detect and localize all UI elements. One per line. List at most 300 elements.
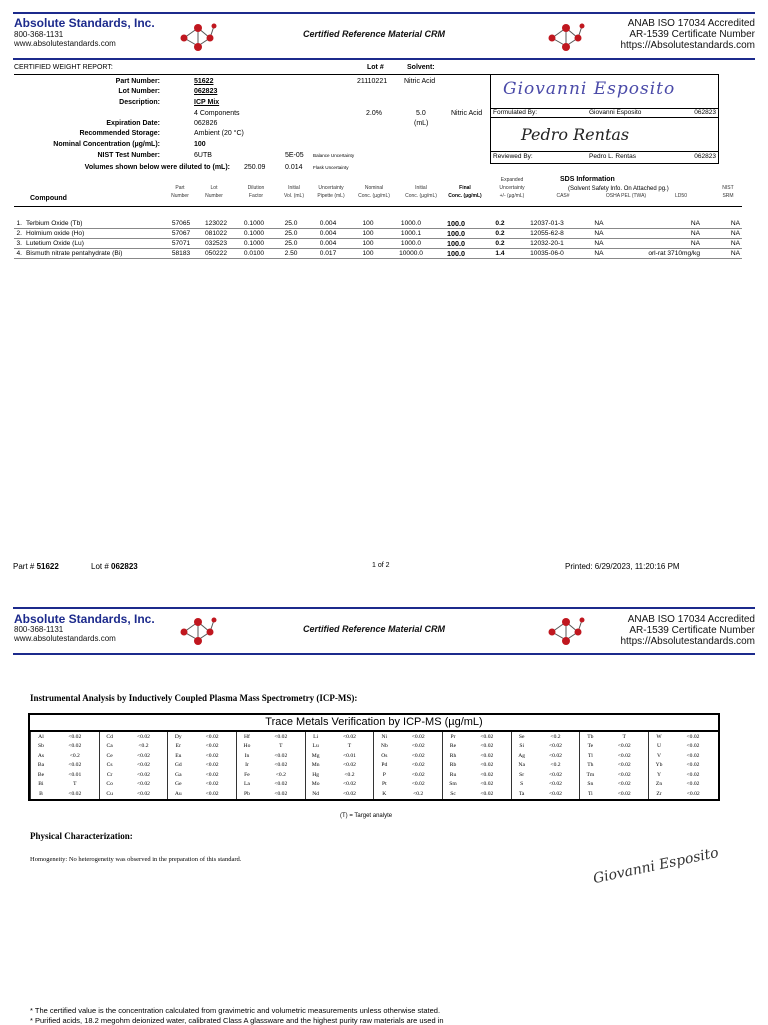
element-value: <0.02 bbox=[411, 762, 425, 769]
percent-value: 2.0% bbox=[366, 110, 382, 117]
element-value: <0.02 bbox=[274, 752, 288, 759]
element-symbol: Pb bbox=[237, 789, 257, 799]
element-value: <0.02 bbox=[68, 743, 82, 750]
footer-lot-value: 062823 bbox=[111, 562, 138, 571]
header-bottom-rule bbox=[13, 58, 755, 60]
col-ld50: LD50 bbox=[675, 193, 687, 199]
cell-osha: NA bbox=[594, 250, 604, 257]
element-symbol: K bbox=[374, 789, 394, 799]
element-symbol: Rb bbox=[443, 761, 463, 771]
cell-srm: NA bbox=[730, 230, 740, 237]
col-dilution: Dilution Factor bbox=[247, 185, 265, 199]
cell-final: 100.0 bbox=[447, 219, 465, 228]
cell-vol: 25.0 bbox=[284, 240, 298, 247]
element-symbol: Al bbox=[31, 732, 51, 742]
element-symbol: Sn bbox=[580, 780, 600, 790]
col-compound: Compound bbox=[30, 195, 67, 202]
accreditation-url[interactable]: https://Absolutestandards.com bbox=[620, 40, 755, 51]
cell-name: Terbium Oxide (Tb) bbox=[26, 220, 83, 227]
element-symbol: Cd bbox=[99, 732, 119, 742]
trace-metals-table bbox=[30, 732, 718, 799]
trace-row bbox=[31, 761, 718, 771]
element-value: <0.02 bbox=[549, 743, 562, 750]
element-value: <0.2 bbox=[413, 790, 424, 797]
physical-heading: Physical Characterization: bbox=[30, 831, 133, 841]
element-value: <0.02 bbox=[549, 771, 562, 778]
element-symbol: Te bbox=[580, 742, 600, 752]
cell-part: 57067 bbox=[171, 230, 191, 237]
cell-cas: 12055-62-8 bbox=[530, 230, 564, 237]
element-value: <0.02 bbox=[549, 781, 562, 788]
element-value: <0.02 bbox=[136, 790, 150, 797]
element-value: <0.02 bbox=[205, 733, 219, 740]
accreditation-block-p2 bbox=[620, 614, 755, 647]
table-row bbox=[14, 229, 742, 239]
element-symbol: Yb bbox=[649, 761, 669, 771]
element-value: <0.02 bbox=[343, 781, 356, 788]
component-table-header bbox=[14, 176, 742, 206]
element-value: <0.02 bbox=[617, 781, 631, 788]
lot-number-value: 062823 bbox=[194, 88, 218, 95]
element-value: T bbox=[73, 781, 77, 788]
signoff-box bbox=[490, 74, 719, 164]
element-symbol: Ir bbox=[237, 761, 257, 771]
homogeneity-text: Homogeneity: No heterogeneity was observed in the preparation of this standard. bbox=[30, 856, 242, 863]
storage-label: Recommended Storage: bbox=[79, 130, 160, 137]
cell-lot: 050222 bbox=[204, 250, 227, 257]
element-value: <0.02 bbox=[343, 762, 356, 769]
note-purified-acids: * Purified acids, 18.2 megohm deionized water, calibrated Class A glassware and the highest purity raw materials are used in bbox=[30, 1016, 444, 1025]
company-name-p2: Absolute Standards, Inc. bbox=[14, 612, 155, 626]
cell-nom: 100 bbox=[362, 230, 374, 237]
company-phone-p2: 800-368-1131 bbox=[14, 625, 64, 634]
element-value: <0.02 bbox=[68, 790, 82, 797]
certificate-number: AR-1539 Certificate Number bbox=[629, 29, 755, 40]
element-value: <0.02 bbox=[343, 790, 356, 797]
element-symbol: Tm bbox=[580, 770, 600, 780]
trace-row bbox=[31, 742, 718, 752]
element-symbol: Ca bbox=[99, 742, 119, 752]
cell-srm: NA bbox=[730, 220, 740, 227]
element-symbol: Pr bbox=[443, 732, 463, 742]
element-value: <0.02 bbox=[136, 762, 150, 769]
balance-uncertainty-label: Balance Uncertainty bbox=[313, 153, 355, 158]
cell-nom: 100 bbox=[362, 240, 374, 247]
trace-row bbox=[31, 751, 718, 761]
element-value: <0.02 bbox=[274, 790, 288, 797]
cell-cas: 12037-01-3 bbox=[530, 220, 564, 227]
element-symbol: Ru bbox=[443, 770, 463, 780]
element-symbol: As bbox=[31, 751, 51, 761]
description-label: Description: bbox=[119, 99, 160, 106]
reviewer-signature: Pedro Rentas bbox=[521, 125, 630, 144]
element-value: <0.02 bbox=[205, 781, 219, 788]
company-name: Absolute Standards, Inc. bbox=[14, 16, 155, 30]
reviewed-row bbox=[491, 151, 718, 163]
cell-final: 100.0 bbox=[447, 249, 465, 258]
cell-final: 100.0 bbox=[447, 229, 465, 238]
element-symbol: Eu bbox=[168, 751, 188, 761]
element-symbol: Ag bbox=[511, 751, 531, 761]
company-phone: 800-368-1131 bbox=[14, 30, 64, 39]
cell-lot: 032523 bbox=[204, 240, 227, 247]
cell-part: 57071 bbox=[171, 240, 191, 247]
formulator-signature: Giovanni Esposito bbox=[503, 79, 676, 99]
element-symbol: Ho bbox=[237, 742, 257, 752]
reviewed-by-name: Pedro L. Rentas bbox=[589, 153, 636, 160]
element-symbol: P bbox=[374, 770, 394, 780]
lot-heading: Lot # bbox=[367, 64, 384, 71]
element-value: <0.02 bbox=[68, 733, 82, 740]
cell-n: 1. bbox=[16, 220, 22, 227]
col-cas: CAS# bbox=[556, 193, 570, 199]
reviewed-date: 062823 bbox=[694, 153, 716, 160]
element-value: <0.02 bbox=[686, 790, 700, 797]
element-symbol: Si bbox=[511, 742, 531, 752]
trace-row bbox=[31, 770, 718, 780]
element-value: <0.02 bbox=[686, 752, 700, 759]
nominal-conc-value: 100 bbox=[194, 141, 206, 148]
company-website[interactable]: www.absolutestandards.com bbox=[14, 39, 116, 48]
cell-vol: 2.50 bbox=[284, 250, 298, 257]
accreditation-block bbox=[620, 18, 755, 51]
element-symbol: Cs bbox=[99, 761, 119, 771]
element-value: <0.02 bbox=[549, 790, 562, 797]
element-symbol: W bbox=[649, 732, 669, 742]
cell-unc: 0.004 bbox=[319, 230, 337, 237]
element-value: <0.02 bbox=[274, 733, 288, 740]
element-symbol: Co bbox=[99, 780, 119, 790]
flask-value: 0.014 bbox=[285, 164, 303, 171]
element-symbol: Rh bbox=[443, 751, 463, 761]
element-value: <0.02 bbox=[343, 733, 356, 740]
element-symbol: Hg bbox=[305, 770, 325, 780]
element-symbol: Os bbox=[374, 751, 394, 761]
element-symbol: Au bbox=[168, 789, 188, 799]
cell-dil: 0.1000 bbox=[243, 220, 265, 227]
element-symbol: Ba bbox=[31, 761, 51, 771]
nist-uncertainty: 5E-05 bbox=[285, 152, 304, 159]
cell-init: 1000.0 bbox=[400, 240, 422, 247]
header2-bottom-rule bbox=[13, 653, 755, 655]
element-value: <0.02 bbox=[136, 733, 150, 740]
trace-row bbox=[31, 780, 718, 790]
element-value: <0.02 bbox=[480, 771, 494, 778]
trace-row bbox=[31, 732, 718, 742]
component-table bbox=[14, 219, 742, 259]
element-symbol: Mg bbox=[305, 751, 325, 761]
element-symbol: Mn bbox=[305, 761, 325, 771]
element-symbol: Zr bbox=[649, 789, 669, 799]
report-heading-row bbox=[14, 64, 494, 75]
element-value: <0.02 bbox=[205, 743, 219, 750]
element-value: <0.02 bbox=[617, 771, 631, 778]
element-symbol: Sb bbox=[31, 742, 51, 752]
molecule-logo-icon-p2 bbox=[178, 614, 218, 646]
molecule-logo-icon-p2-right bbox=[546, 614, 586, 646]
element-value: <0.02 bbox=[480, 762, 494, 769]
cell-n: 4. bbox=[16, 250, 22, 257]
element-value: <0.02 bbox=[205, 771, 219, 778]
element-value: <0.02 bbox=[686, 733, 700, 740]
element-value: T bbox=[279, 743, 283, 750]
cell-final: 100.0 bbox=[447, 239, 465, 248]
cell-ld50: NA bbox=[690, 230, 700, 237]
printed-timestamp: Printed: 6/29/2023, 11:20:16 PM bbox=[565, 562, 680, 571]
cell-ld50: NA bbox=[690, 220, 700, 227]
cell-exp: 0.2 bbox=[495, 240, 505, 247]
cell-part: 58183 bbox=[171, 250, 191, 257]
footer-part-label: Part # bbox=[13, 562, 35, 571]
element-value: <0.02 bbox=[617, 752, 631, 759]
cell-name: Lutetium Oxide (Lu) bbox=[26, 240, 84, 247]
element-symbol: Na bbox=[511, 761, 531, 771]
lot-number-label: Lot Number: bbox=[118, 88, 160, 95]
cert-title-p2: Certified Reference Material CRM bbox=[303, 624, 446, 634]
col-nist-srm: NIST SRM bbox=[722, 185, 734, 199]
element-value: <0.02 bbox=[274, 762, 288, 769]
cell-cas: 10035-06-0 bbox=[530, 250, 564, 257]
element-value: <0.02 bbox=[549, 752, 562, 759]
col-initial-vol: Initial Vol. (mL) bbox=[283, 185, 304, 199]
description-value: ICP Mix bbox=[194, 99, 220, 106]
target-analyte-note: (T) = Target analyte bbox=[340, 813, 393, 819]
element-symbol: Er bbox=[168, 742, 188, 752]
table-row bbox=[14, 239, 742, 249]
element-value: T bbox=[347, 743, 352, 750]
cell-srm: NA bbox=[730, 250, 740, 257]
element-symbol: La bbox=[237, 780, 257, 790]
col-final-conc: Final Conc. (µg/mL) bbox=[448, 185, 482, 199]
element-symbol: Pt bbox=[374, 780, 394, 790]
trace-row bbox=[31, 789, 718, 799]
element-symbol: Ni bbox=[374, 732, 394, 742]
nist-test-value: 6UTB bbox=[194, 152, 212, 159]
cell-osha: NA bbox=[594, 220, 604, 227]
element-value: <0.02 bbox=[136, 781, 150, 788]
element-symbol: Ti bbox=[580, 789, 600, 799]
element-value: <0.01 bbox=[68, 771, 82, 778]
element-value: <0.02 bbox=[411, 733, 425, 740]
volume-solvent: Nitric Acid bbox=[451, 110, 483, 117]
element-symbol: Zn bbox=[649, 780, 669, 790]
element-value: <0.02 bbox=[411, 771, 425, 778]
volume-unit: (mL) bbox=[414, 120, 429, 127]
element-symbol: S bbox=[511, 780, 531, 790]
molecule-logo-icon bbox=[178, 20, 218, 52]
element-symbol: Dy bbox=[168, 732, 188, 742]
cell-dil: 0.1000 bbox=[243, 230, 265, 237]
element-value: <0.02 bbox=[205, 752, 219, 759]
cell-init: 10000.0 bbox=[399, 250, 423, 257]
solvent-value: Nitric Acid bbox=[404, 78, 436, 85]
report-heading: CERTIFIED WEIGHT REPORT: bbox=[14, 64, 113, 71]
solvent-heading: Solvent: bbox=[407, 64, 435, 71]
cell-name: Bismuth nitrate pentahydrate (Bi) bbox=[26, 250, 123, 257]
element-symbol: Sr bbox=[511, 770, 531, 780]
element-symbol: Hf bbox=[237, 732, 257, 742]
element-symbol: Mo bbox=[305, 780, 325, 790]
element-value: <0.02 bbox=[68, 762, 82, 769]
cell-name: Holmium oxide (Ho) bbox=[26, 230, 85, 237]
cell-ld50: NA bbox=[690, 240, 700, 247]
sds-title: SDS Information bbox=[560, 176, 615, 183]
cell-exp: 1.4 bbox=[495, 250, 505, 257]
element-value: <0.02 bbox=[205, 762, 219, 769]
cell-unc: 0.004 bbox=[319, 240, 337, 247]
element-value: <0.02 bbox=[480, 752, 494, 759]
element-value: <0.02 bbox=[617, 762, 631, 769]
element-value: <0.02 bbox=[617, 743, 631, 750]
cell-lot: 123022 bbox=[204, 220, 227, 227]
element-value: <0.2 bbox=[69, 752, 80, 759]
element-symbol: Cr bbox=[99, 770, 119, 780]
col-initial-conc: Initial Conc. (µg/mL) bbox=[405, 185, 437, 199]
element-value: <0.02 bbox=[205, 790, 219, 797]
cell-dil: 0.0100 bbox=[243, 250, 265, 257]
col-part: Part Number bbox=[171, 185, 189, 199]
formulated-date: 062823 bbox=[694, 109, 716, 116]
certificate-number-p2: AR-1539 Certificate Number bbox=[629, 625, 755, 636]
element-value: <0.02 bbox=[480, 790, 494, 797]
cell-exp: 0.2 bbox=[495, 220, 505, 227]
nominal-conc-label: Nominal Concentration (µg/mL): bbox=[53, 141, 160, 148]
element-value: <0.02 bbox=[136, 771, 150, 778]
expiration-label: Expiration Date: bbox=[106, 120, 160, 127]
part-number-value: 51622 bbox=[194, 78, 214, 85]
element-symbol: Y bbox=[649, 770, 669, 780]
footer-lot-label: Lot # bbox=[91, 562, 109, 571]
diluted-to-value: 250.09 bbox=[244, 164, 266, 171]
reviewed-by-label: Reviewed By: bbox=[493, 153, 533, 160]
element-symbol: In bbox=[237, 751, 257, 761]
accreditation-url-p2[interactable]: https://Absolutestandards.com bbox=[620, 636, 755, 647]
part-number-label: Part Number: bbox=[115, 78, 160, 85]
cell-part: 57065 bbox=[171, 220, 191, 227]
element-symbol: U bbox=[649, 742, 669, 752]
element-symbol: Se bbox=[511, 732, 531, 742]
element-symbol: Sm bbox=[443, 780, 463, 790]
formulated-by-name: Giovanni Esposito bbox=[589, 109, 642, 116]
footer-part-value: 51622 bbox=[36, 562, 59, 571]
cell-cas: 12032-20-1 bbox=[530, 240, 564, 247]
col-expanded-uncertainty: Expanded Uncertainty +/- (µg/mL) bbox=[499, 177, 525, 199]
cell-unc: 0.017 bbox=[319, 250, 337, 257]
element-value: <0.02 bbox=[136, 752, 150, 759]
element-value: <0.02 bbox=[411, 781, 425, 788]
element-value: <0.02 bbox=[411, 752, 425, 759]
component-rows bbox=[14, 219, 742, 259]
formulated-by-label: Formulated By: bbox=[493, 109, 538, 116]
element-value: <0.01 bbox=[343, 752, 356, 759]
molecule-logo-icon-right bbox=[546, 20, 586, 52]
header-top-rule bbox=[13, 12, 755, 14]
element-symbol: Nb bbox=[374, 742, 394, 752]
nist-test-label: NIST Test Number: bbox=[97, 152, 160, 159]
cell-srm: NA bbox=[730, 240, 740, 247]
note-certified-value: * The certified value is the concentration calculated from gravimetric and volumetric measurements unless otherwise stated. bbox=[30, 1006, 441, 1015]
element-symbol: Tl bbox=[580, 751, 600, 761]
element-symbol: Li bbox=[305, 732, 325, 742]
element-symbol: Lu bbox=[305, 742, 325, 752]
element-symbol: Be bbox=[31, 770, 51, 780]
element-symbol: Ga bbox=[168, 770, 188, 780]
cell-vol: 25.0 bbox=[284, 230, 298, 237]
cert-title: Certified Reference Material CRM bbox=[303, 29, 446, 39]
element-symbol: B bbox=[31, 789, 51, 799]
col-uncertainty: Uncertainty Pipette (mL) bbox=[317, 185, 345, 199]
element-symbol: Th bbox=[580, 761, 600, 771]
cell-osha: NA bbox=[594, 230, 604, 237]
element-value: <0.02 bbox=[686, 781, 700, 788]
element-value: <0.02 bbox=[686, 743, 700, 750]
header2-top-rule bbox=[13, 607, 755, 609]
element-value: <0.02 bbox=[617, 790, 631, 797]
element-value: <0.02 bbox=[480, 781, 494, 788]
element-symbol: Bi bbox=[31, 780, 51, 790]
element-symbol: V bbox=[649, 751, 669, 761]
lot-value: 21110221 bbox=[357, 78, 388, 85]
element-value: <0.2 bbox=[275, 771, 286, 778]
element-value: <0.02 bbox=[480, 743, 494, 750]
element-value: <0.02 bbox=[686, 771, 700, 778]
footer-lot bbox=[91, 562, 138, 571]
element-value: <0.2 bbox=[550, 762, 561, 769]
sds-subtitle: (Solvent Safety Info. On Attached pg.) bbox=[568, 186, 669, 192]
footer-part bbox=[13, 562, 59, 571]
element-symbol: Re bbox=[443, 742, 463, 752]
flask-uncertainty-label: Flask Uncertainty bbox=[313, 165, 349, 170]
cell-vol: 25.0 bbox=[284, 220, 298, 227]
col-nominal: Nominal Conc. (µg/mL) bbox=[358, 185, 390, 199]
cell-dil: 0.1000 bbox=[243, 240, 265, 247]
icpms-heading: Instrumental Analysis by Inductively Coupled Plasma Mass Spectrometry (ICP-MS): bbox=[30, 693, 358, 703]
cell-lot: 081022 bbox=[204, 230, 227, 237]
element-symbol: Sc bbox=[443, 789, 463, 799]
element-value: <0.02 bbox=[480, 733, 494, 740]
element-symbol: Ge bbox=[168, 780, 188, 790]
diluted-to-label: Volumes shown below were diluted to (mL): bbox=[84, 164, 230, 171]
element-value: <0.2 bbox=[138, 743, 149, 750]
cell-exp: 0.2 bbox=[495, 230, 505, 237]
trace-metals-box bbox=[28, 713, 720, 801]
element-value: <0.02 bbox=[686, 762, 700, 769]
element-symbol: Cu bbox=[99, 789, 119, 799]
cell-nom: 100 bbox=[362, 220, 374, 227]
storage-value: Ambient (20 °C) bbox=[194, 130, 244, 137]
element-symbol: Nd bbox=[305, 789, 325, 799]
element-symbol: Ce bbox=[99, 751, 119, 761]
trace-metals-title: Trace Metals Verification by ICP-MS (µg/mL) bbox=[30, 715, 718, 732]
table-row bbox=[14, 219, 742, 229]
volume-value: 5.0 bbox=[416, 110, 426, 117]
company-website-p2[interactable]: www.absolutestandards.com bbox=[14, 634, 116, 643]
element-value: <0.2 bbox=[344, 771, 355, 778]
physical-signature: Giovanni Esposito bbox=[591, 844, 721, 888]
components-value: 4 Components bbox=[194, 110, 240, 117]
element-value: T bbox=[622, 733, 626, 740]
element-symbol: Fe bbox=[237, 770, 257, 780]
cell-nom: 100 bbox=[362, 250, 374, 257]
element-symbol: Pd bbox=[374, 761, 394, 771]
cell-ld50: orl-rat 3710mg/kg bbox=[648, 250, 700, 257]
element-value: <0.2 bbox=[550, 733, 561, 740]
element-symbol: Gd bbox=[168, 761, 188, 771]
cell-init: 1000.0 bbox=[400, 220, 422, 227]
table-row bbox=[14, 249, 742, 259]
col-lot: Lot Number bbox=[205, 185, 223, 199]
page-number: 1 of 2 bbox=[372, 562, 390, 569]
